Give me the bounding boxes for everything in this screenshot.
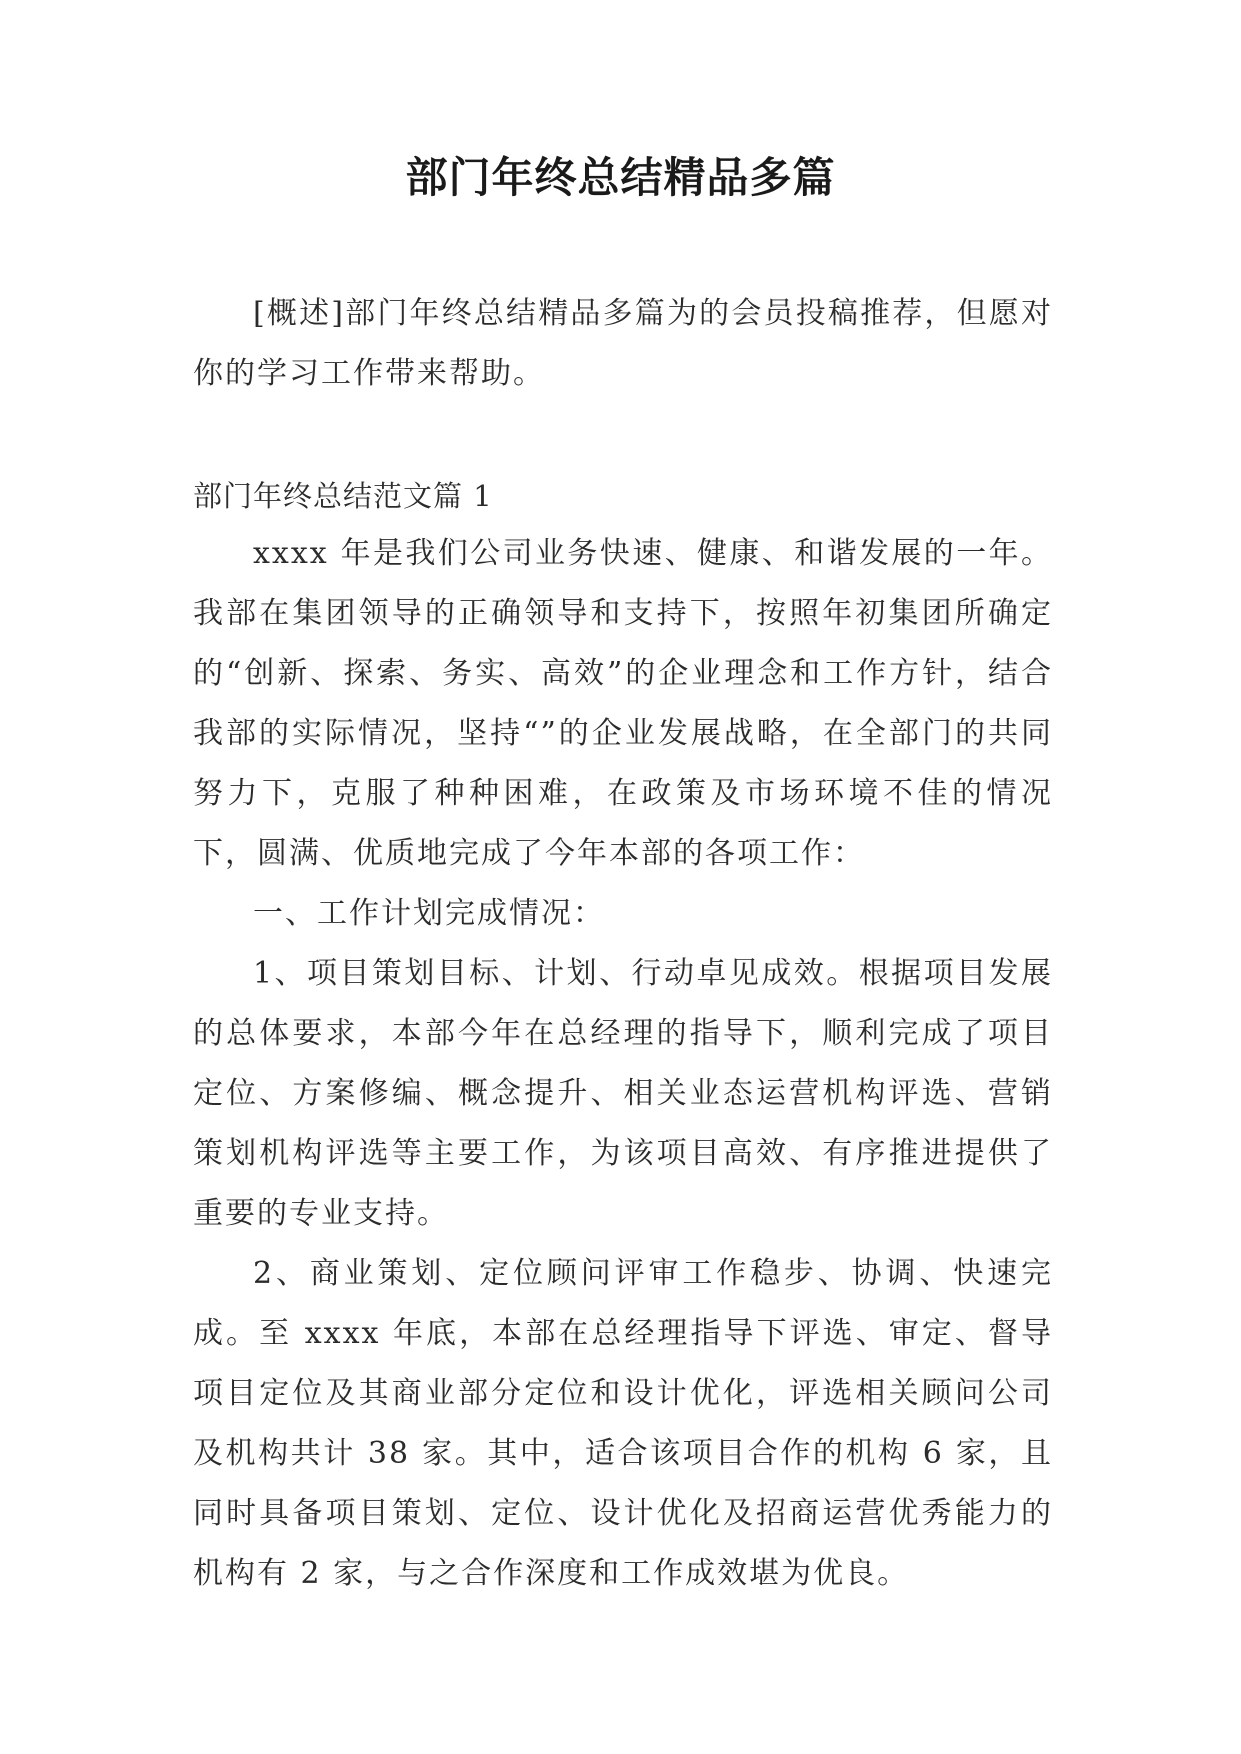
document-title: 部门年终总结精品多篇 [405, 153, 836, 202]
paragraph-heading-work-plan: 一、工作计划完成情况： [253, 896, 605, 931]
paragraph-item-1: 1、项目策划目标、计划、行动卓见成效。根据项目发展的总体要求，本部今年在总经理的指导下，顺利完成了项目定位、方案修编、概念提升、相关业态运营机构评选、营销策划机构评选等主要工作，为该项目高效、有序推进提供了重要的专业支持。 [193, 956, 1053, 1231]
body-text [193, 524, 1053, 1604]
section-title: 部门年终总结范文篇 1 [193, 479, 493, 513]
summary-paragraph: [概述]部门年终总结精品多篇为的会员投稿推荐，但愿对你的学习工作带来帮助。 [193, 296, 1053, 391]
paragraph-intro: xxxx 年是我们公司业务快速、健康、和谐发展的一年。我部在集团领导的正确领导和支持下，按照年初集团所确定的“创新、探索、务实、高效”的企业理念和工作方针，结合我部的实际情况，坚持“”的企业发展战略，在全部门的共同努力下，克服了种种困难，在政策及市场环境不佳的情况下，圆满、优质地完成了今年本部的各项工作： [193, 536, 1053, 871]
summary-block [193, 284, 1053, 404]
paragraph-item-2: 2、商业策划、定位顾问评审工作稳步、协调、快速完成。至 xxxx 年底，本部在总经理指导下评选、审定、督导项目定位及其商业部分定位和设计优化，评选相关顾问公司及机构共计 38 家。其中，适合该项目合作的机构 6 家，且同时具备项目策划、定位、设计优化及招商运营优秀能力的机构有 2 家，与之合作深度和工作成效堪为优良。 [193, 1256, 1053, 1591]
